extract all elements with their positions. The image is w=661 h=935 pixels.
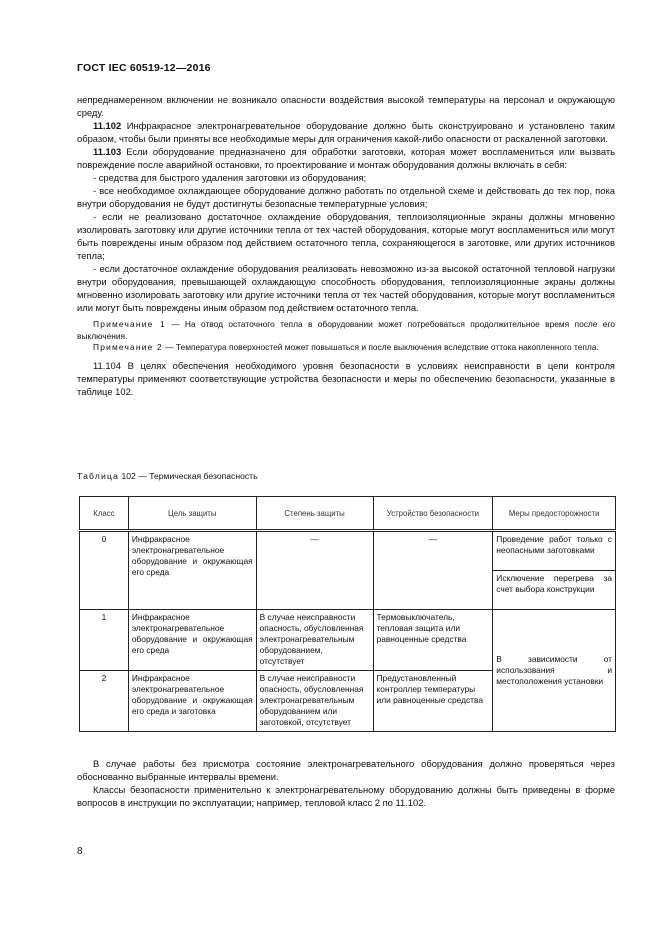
- note-1: [77, 319, 615, 342]
- list-item: - средства для быстрого удаления заготовки из оборудования;: [93, 172, 367, 183]
- cell-goal: Инфракрасное электронагревательное оборудование и окружающая его среда и заготовка: [128, 671, 256, 732]
- note-2: [77, 342, 615, 354]
- note-label: Примечание 2: [93, 342, 163, 352]
- list-item: - все необходимое охлаждающее оборудование должно работать по отдельной схеме и действовать до тех пор, пока внутри оборудования не будут достигнуты безопасные температурные условия;: [77, 185, 615, 209]
- cell-device: Термовыключатель, тепловая защита или равноценные средства: [373, 610, 493, 671]
- table-row: [80, 610, 616, 671]
- paragraph-11-103: [77, 145, 615, 171]
- cell-goal: Инфракрасное электронагревательное оборудование и окружающая его среда: [128, 531, 256, 610]
- clause-number: 11.102: [93, 120, 122, 131]
- note-text: — На отвод остаточного тепла в оборудовании может потребоваться продолжительное время после его выключения.: [77, 319, 615, 341]
- cell-measure: Исключение перегрева за счет выбора конструкции: [493, 571, 616, 610]
- list-item: - если достаточное охлаждение оборудования реализовать невозможно из-за высокой остаточной тепловой нагрузки внутри оборудования, превышающей охлаждающую способность оборудования, теплоизоляционные экраны должны мгновенно изолировать заготовку или другие источники тепла от тех частей оборудования, которые могут воспламениться или могут быть повреждены иным образом под действием остаточного тепла.: [77, 263, 615, 313]
- header-degree: Степень защиты: [256, 497, 373, 531]
- paragraph-continuation: непреднамеренном включении не возникало опасности воздействия высокой температуры на персонал и окружающую среду.: [77, 94, 615, 118]
- paragraph-safety-classes: Классы безопасности применительно к электронагревательному оборудованию должны быть приведены в форме вопросов в инструкции по эксплуатации; например, тепловой класс 2 по 11.102.: [77, 784, 615, 808]
- cell-device: —: [373, 531, 493, 610]
- header-measures: Меры предосторожности: [493, 497, 616, 531]
- table-header-row: [80, 497, 616, 531]
- cell-goal: Инфракрасное электронагревательное оборудование и окружающая его среда: [128, 610, 256, 671]
- note-text: — Температура поверхностей может повышаться и после выключения вследствие оттока накопленного тепла.: [162, 342, 599, 352]
- body-text: [77, 93, 615, 398]
- cell-class: 2: [80, 671, 129, 732]
- cell-degree: В случае неисправности опасность, обусловленная электронагревательным оборудованием или заготовкой, отсутствует: [256, 671, 373, 732]
- paragraph-11-104: 11.104 В целях обеспечения необходимого уровня безопасности в условиях неисправности в цепи контроля температуры применяют соответствующие устройства безопасности и меры по обеспечению безопасности, указанные в таблице 102.: [77, 359, 615, 397]
- header-goal: Цель защиты: [128, 497, 256, 531]
- safety-table: [79, 496, 616, 732]
- paragraph-unattended: В случае работы без присмотра состояние электронагревательного оборудования должно проверяться через обоснованно выбранные интервалы времени.: [77, 758, 615, 782]
- table-caption: [77, 471, 258, 481]
- list-item: - если не реализовано достаточное охлаждение оборудования, теплоизоляционные экраны должны мгновенно изолировать заготовку или другие источники тепла от тех частей оборудования, которые могут воспламениться или могут быть повреждены иным образом под действием остаточного тепла, сохраняющегося в заготовке, или других источников тепла;: [77, 211, 615, 261]
- cell-degree: В случае неисправности опасность, обусловленная электронагревательным оборудованием, отсутствует: [256, 610, 373, 671]
- header-device: Устройство безопасности: [373, 497, 493, 531]
- clause-text: Если оборудование предназначено для обработки заготовки, которая может воспламениться или вызвать повреждение после аварийной остановки, то проектирование и монтаж оборудования должны включать в себя:: [77, 146, 615, 170]
- table-row: [80, 531, 616, 571]
- cell-degree: —: [256, 531, 373, 610]
- clause-text: Инфракрасное электронагревательное оборудование должно быть сконструировано и установлено таким образом, чтобы были приняты все необходимые меры для ограничения какой-либо опасности от раскаленной заготовки.: [77, 120, 615, 144]
- document-header: ГОСТ IEC 60519-12—2016: [77, 62, 211, 74]
- paragraph-11-102: [77, 119, 615, 145]
- note-label: Примечание 1: [93, 319, 166, 329]
- cell-measure: Проведение работ только с неопасными заготовками: [493, 531, 616, 571]
- page-number: 8: [77, 846, 83, 857]
- clause-number: 11.103: [93, 146, 122, 157]
- cell-class: 0: [80, 531, 129, 610]
- header-class: Класс: [80, 497, 129, 531]
- cell-device: Предустановленный контроллер температуры или равноценные средства: [373, 671, 493, 732]
- cell-measure: В зависимости от использования и местоположения установки: [493, 610, 616, 732]
- table-caption-text: 102 — Термическая безопасность: [119, 471, 258, 481]
- table-caption-label: Таблица: [77, 471, 120, 481]
- closing-text: [77, 757, 615, 809]
- cell-class: 1: [80, 610, 129, 671]
